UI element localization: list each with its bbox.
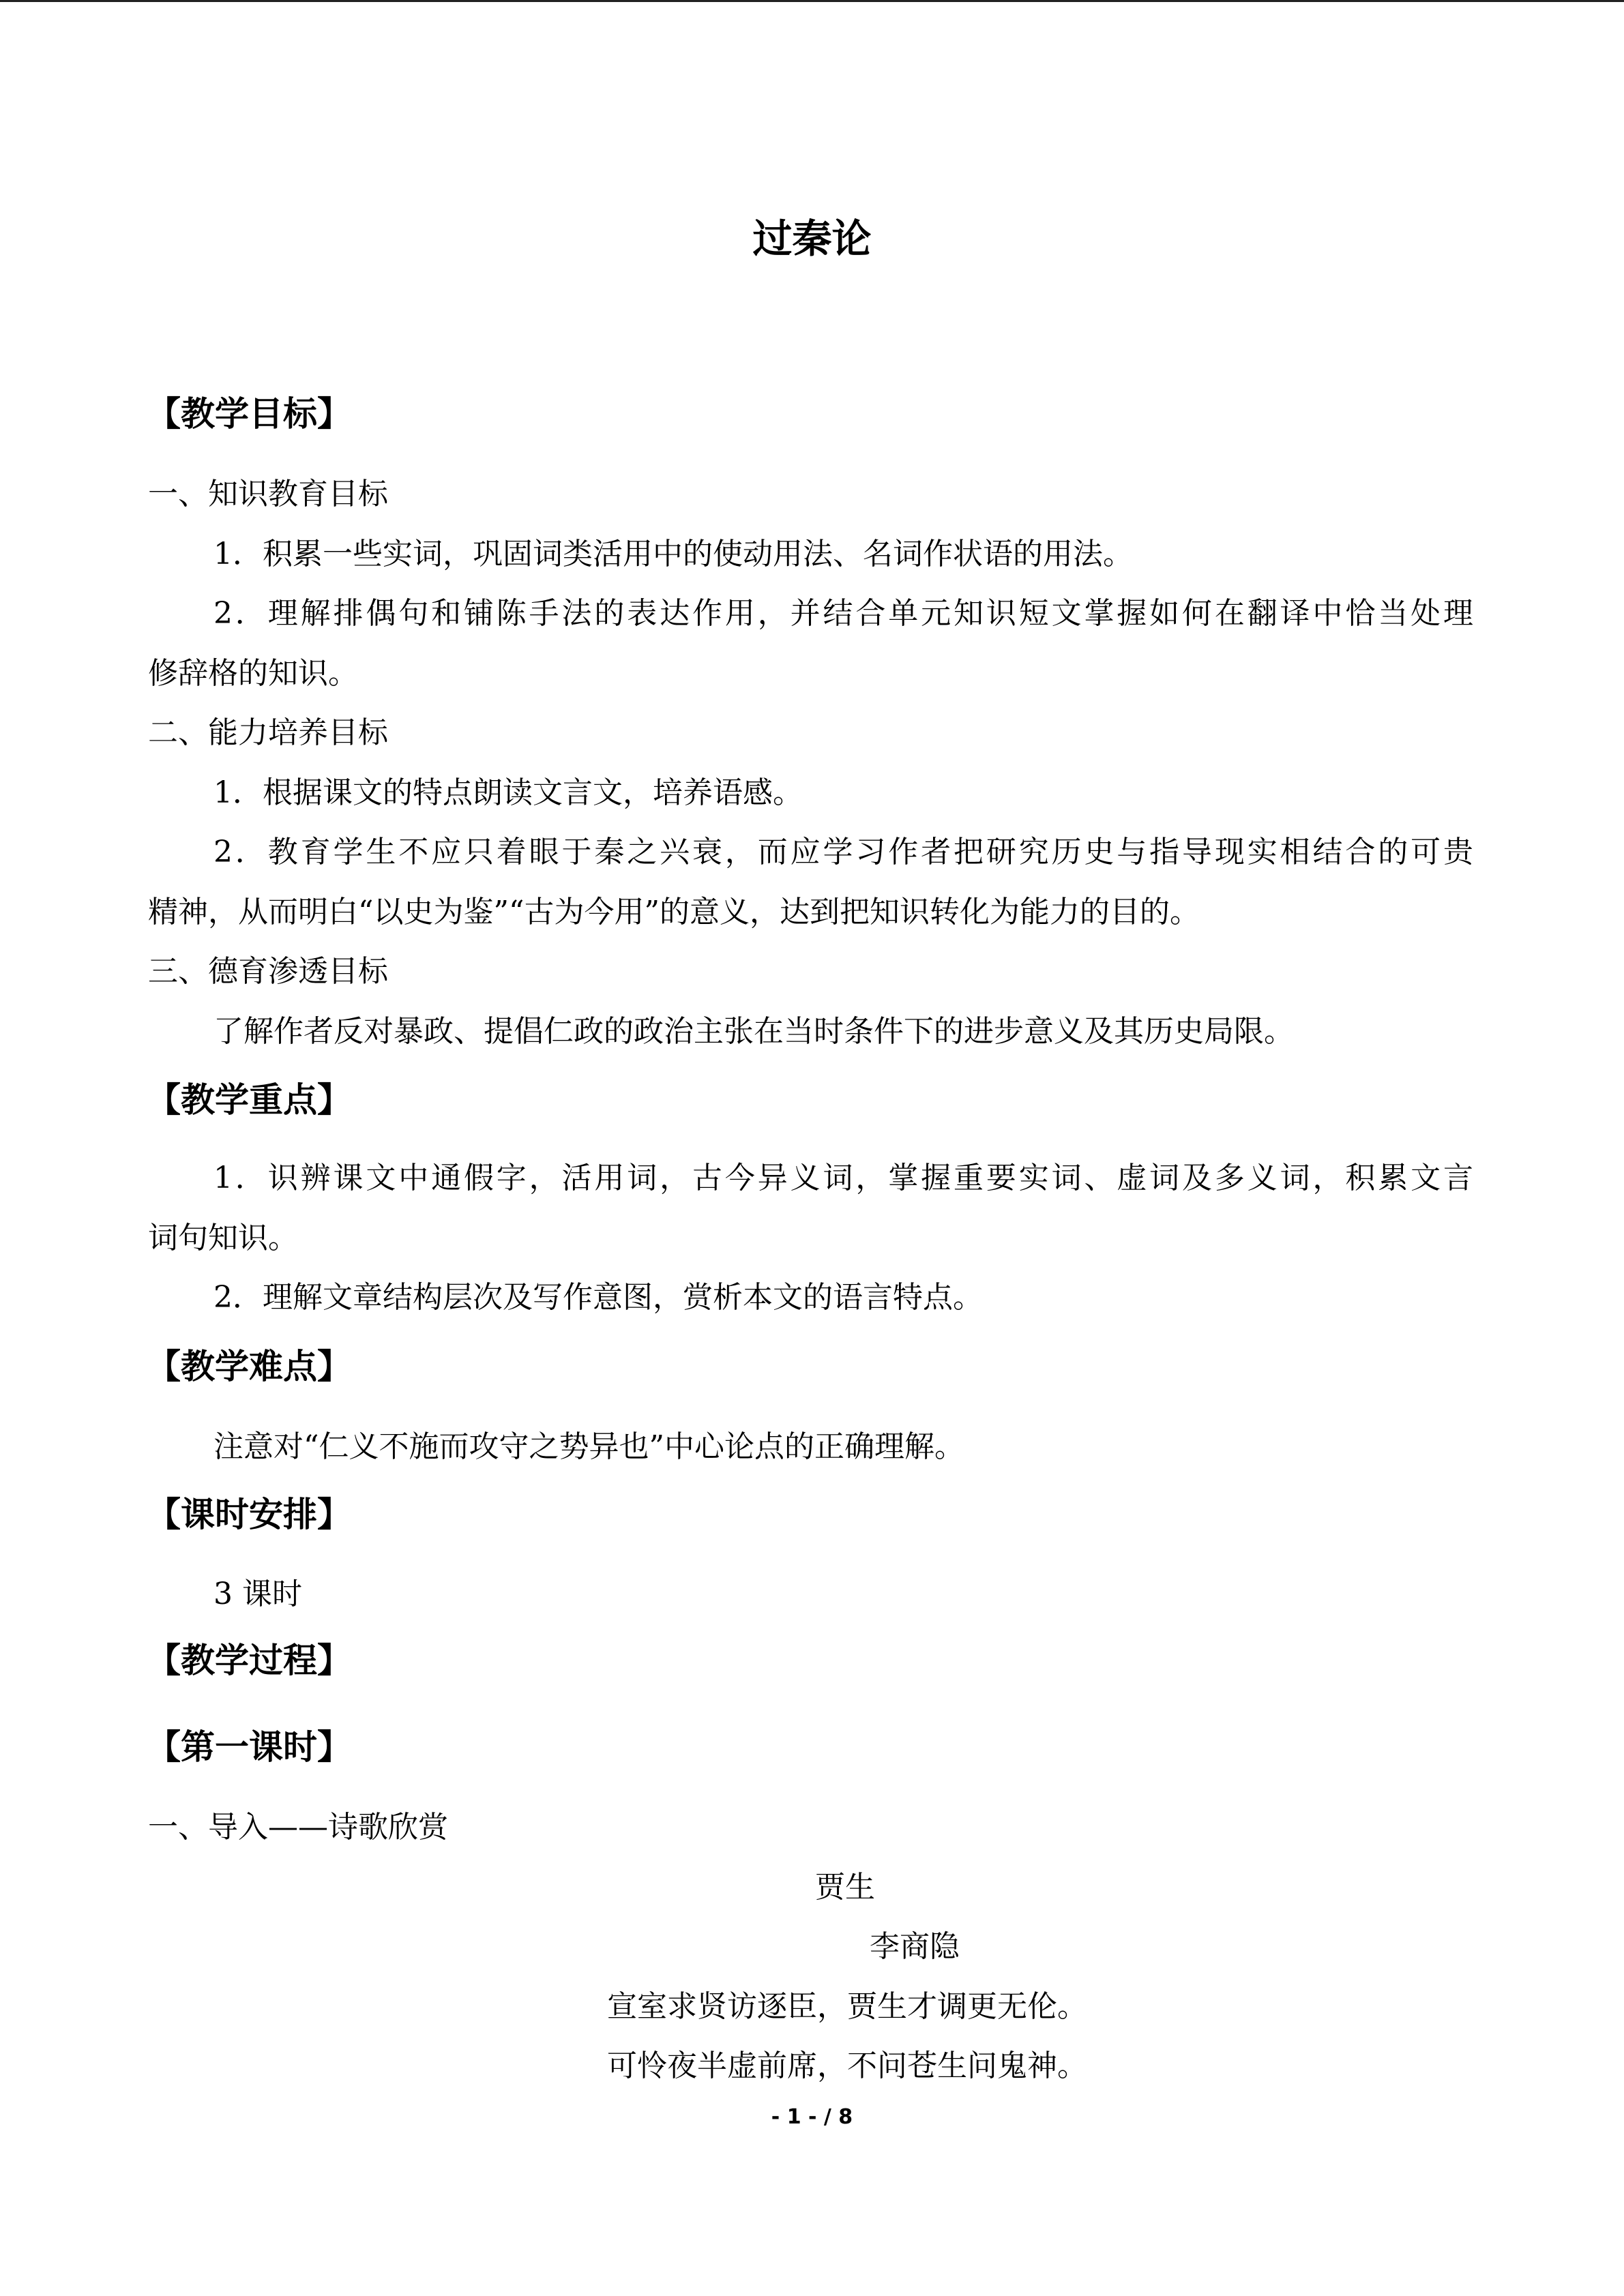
poem-line-1: 宣室求贤访逐臣，贾生才调更无伦。 [607, 1989, 1087, 2024]
ability-item-2-line-2: 精神，从而明白“以史为鉴”“古为今用”的意义，达到把知识转化为能力的目的。 [148, 895, 1200, 929]
poem-line-2: 可怜夜半虚前席，不问苍生问鬼神。 [607, 2048, 1087, 2083]
section-heading-key-points: 【教学重点】 [147, 1080, 351, 1120]
knowledge-item-2-line-2: 修辞格的知识。 [148, 656, 358, 691]
knowledge-item-1: 1．积累一些实词，巩固词类活用中的使动用法、名词作状语的用法。 [213, 537, 1133, 571]
ability-item-2-line-1: 2．教育学生不应只着眼于秦之兴衰，而应学习作者把研究历史与指导现实相结合的可贵 [213, 835, 1473, 869]
section-heading-process: 【教学过程】 [147, 1641, 351, 1680]
subheading-ability: 二、能力培养目标 [148, 715, 388, 750]
knowledge-item-2-line-1: 2．理解排偶句和铺陈手法的表达作用，并结合单元知识短文掌握如何在翻译中恰当处理 [213, 596, 1473, 631]
document-title: 过秦论 [752, 215, 872, 262]
key-item-2: 2．理解文章结构层次及写作意图，赏析本文的语言特点。 [213, 1280, 983, 1315]
poem-title: 贾生 [815, 1870, 875, 1905]
intro-heading: 一、导入——诗歌欣赏 [148, 1810, 448, 1845]
section-heading-objectives: 【教学目标】 [147, 394, 351, 434]
section-heading-schedule: 【课时安排】 [147, 1495, 351, 1534]
page-number: - 1 - / 8 [771, 2105, 853, 2129]
key-item-1-line-2: 词句知识。 [148, 1221, 298, 1255]
subheading-moral: 三、德育渗透目标 [148, 954, 388, 989]
subheading-knowledge: 一、知识教育目标 [148, 477, 388, 511]
moral-text: 了解作者反对暴政、提倡仁政的政治主张在当时条件下的进步意义及其历史局限。 [213, 1014, 1294, 1049]
section-heading-difficulty: 【教学难点】 [147, 1347, 351, 1386]
top-border-rule [0, 0, 1624, 2]
poem-author: 李商隐 [870, 1929, 960, 1964]
section-heading-first-lesson: 【第一课时】 [147, 1727, 351, 1767]
key-item-1-line-1: 1．识辨课文中通假字，活用词，古今异义词，掌握重要实词、虚词及多义词，积累文言 [213, 1161, 1473, 1195]
difficulty-text: 注意对“仁义不施而攻守之势异也”中心论点的正确理解。 [213, 1429, 964, 1464]
ability-item-1: 1．根据课文的特点朗读文言文，培养语感。 [213, 775, 803, 810]
schedule-text: 3 课时 [213, 1577, 302, 1611]
